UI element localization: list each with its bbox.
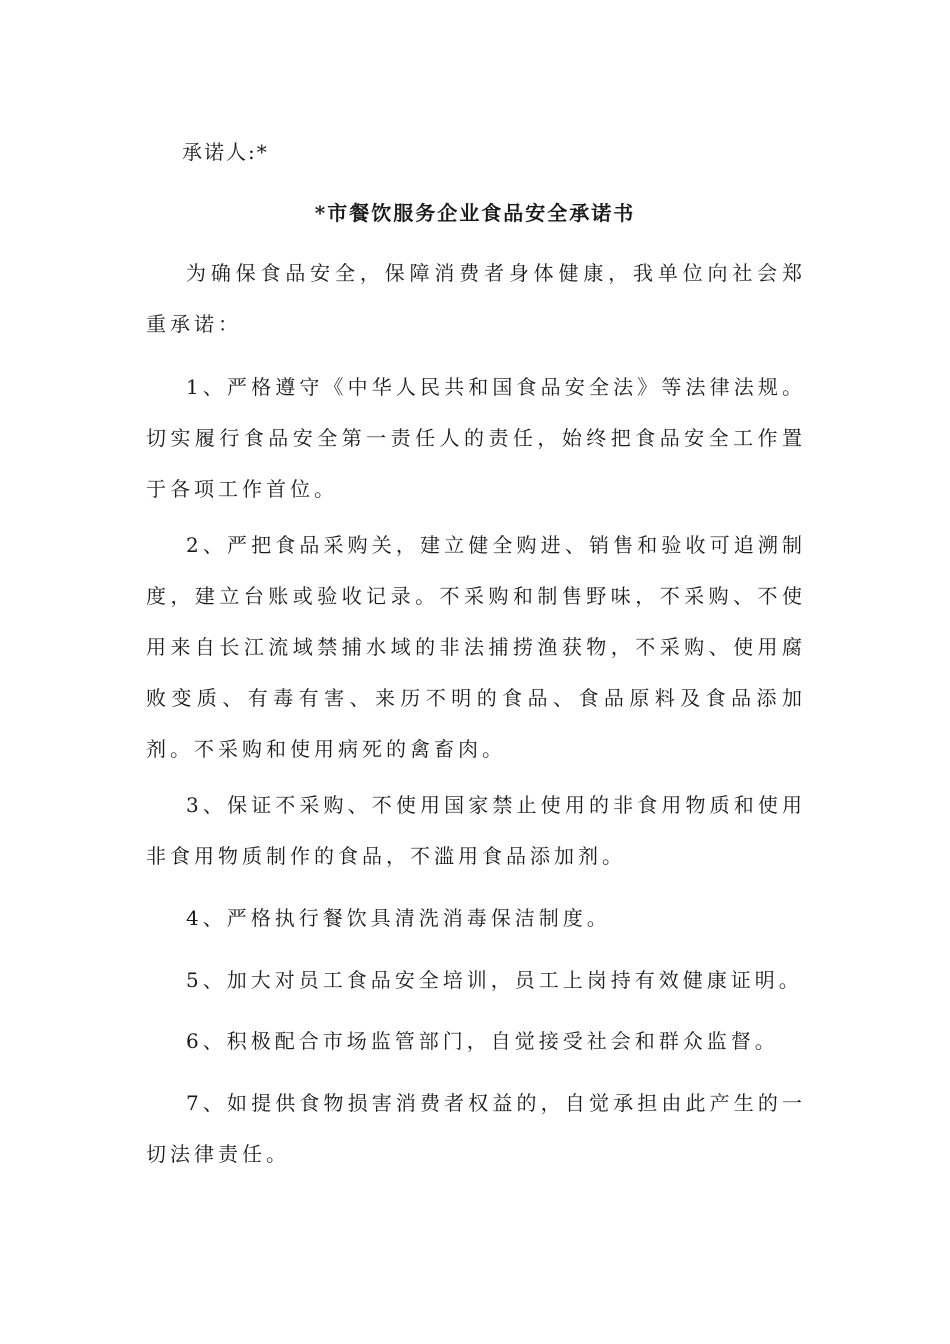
commitment-item-2: 2、严把食品采购关，建立健全购进、销售和验收可追溯制度，建立台账或验收记录。不采购和制售野味，不采购、不使用来自长江流域禁捕水域的非法捕捞渔获物，不采购、使用腐败变质、有毒有害、来历不明的食品、食品原料及食品添加剂。不采购和使用病死的禽畜肉。	[146, 533, 806, 761]
commitment-item-1: 1、严格遵守《中华人民共和国食品安全法》等法律法规。切实履行食品安全第一责任人的责任，始终把食品安全工作置于各项工作首位。	[146, 375, 806, 501]
commitment-item-5: 5、加大对员工食品安全培训，员工上岗持有效健康证明。	[186, 968, 803, 992]
commitment-item-6: 6、积极配合市场监管部门，自觉接受社会和群众监督。	[186, 1029, 779, 1053]
item-5-block	[146, 955, 806, 1006]
signer-line: 承诺人:*	[182, 140, 269, 164]
intro-paragraph: 为确保食品安全，保障消费者身体健康，我单位向社会郑重承诺：	[146, 261, 806, 336]
commitment-item-7: 7、如提供食物损害消费者权益的，自觉承担由此产生的一切法律责任。	[146, 1091, 806, 1166]
document-title: *市餐饮服务企业食品安全承诺书	[314, 201, 636, 225]
item-3-block	[146, 780, 806, 882]
intro-paragraph-block	[146, 248, 806, 350]
item-2-block	[146, 520, 806, 775]
item-4-block	[146, 893, 806, 944]
item-1-block	[146, 362, 806, 515]
item-6-block	[146, 1016, 806, 1067]
item-7-block	[146, 1078, 806, 1180]
commitment-item-4: 4、严格执行餐饮具清洗消毒保洁制度。	[186, 906, 611, 930]
commitment-item-3: 3、保证不采购、不使用国家禁止使用的非食用物质和使用非食用物质制作的食品，不滥用食品添加剂。	[146, 793, 806, 868]
